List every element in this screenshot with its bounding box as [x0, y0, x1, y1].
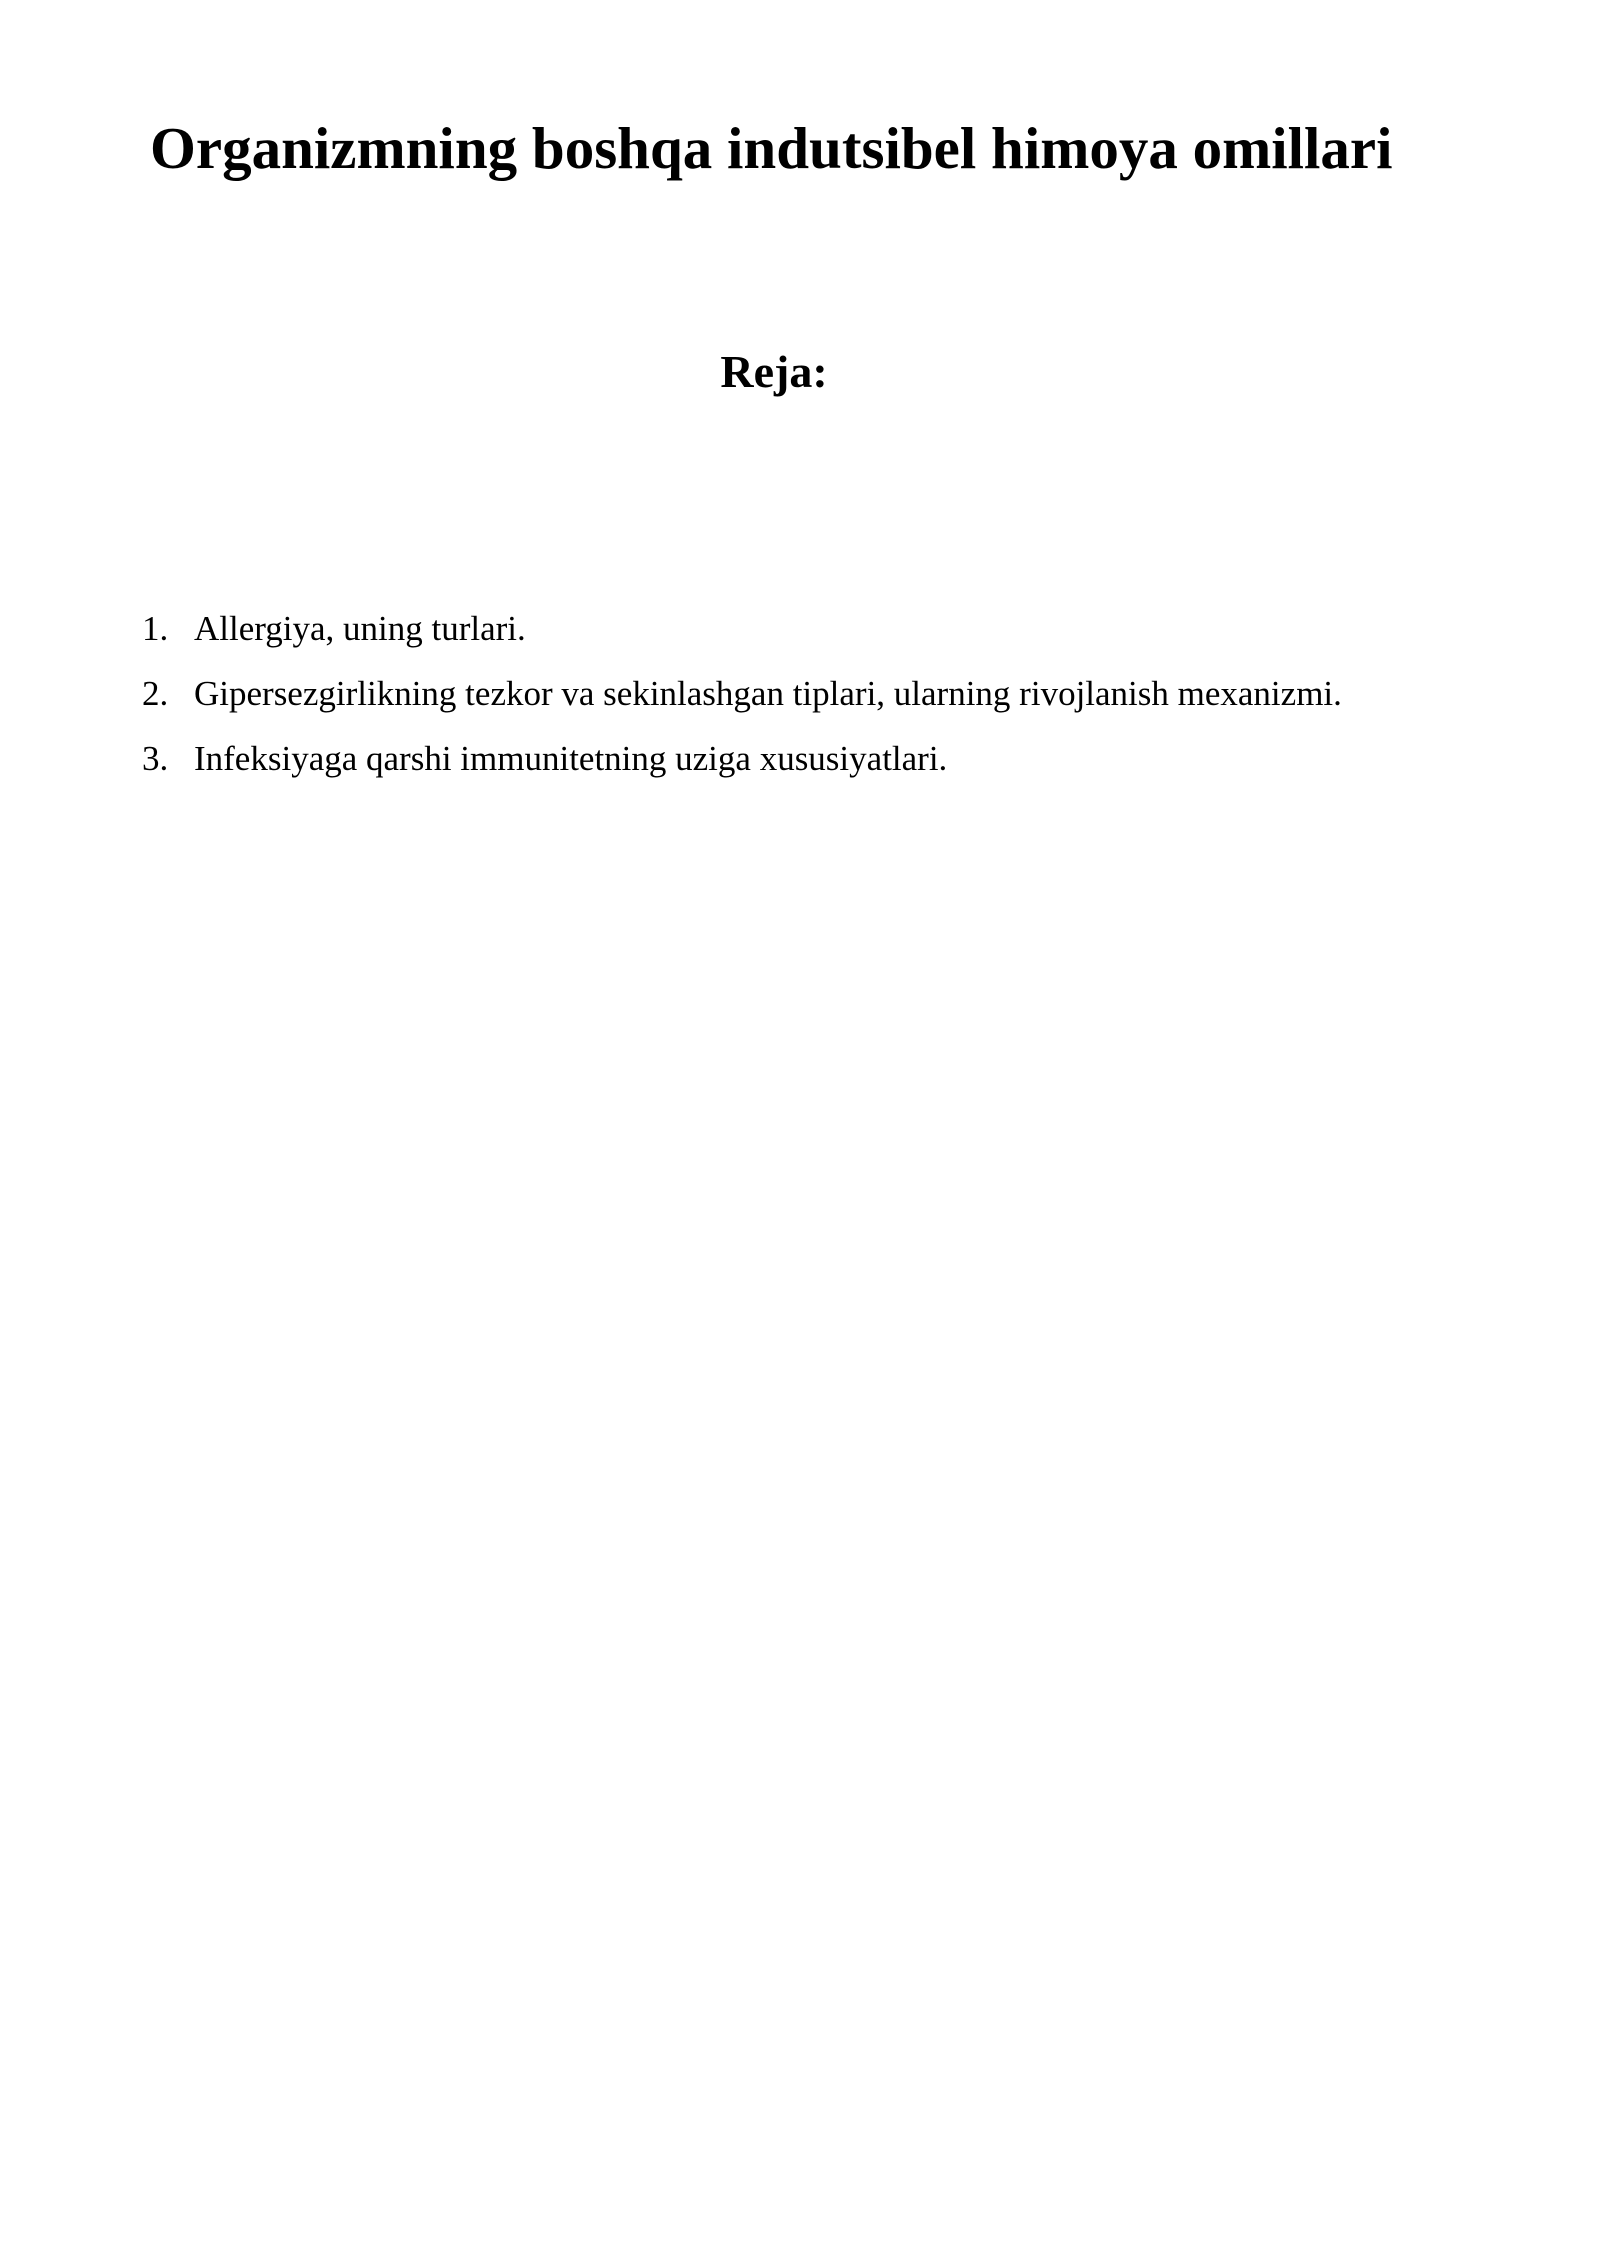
plan-heading: Reja: — [720, 346, 828, 397]
plan-item — [142, 661, 1342, 726]
plan-item-number: 3. — [142, 739, 169, 778]
plan-list — [142, 596, 1342, 791]
document-title: Organizmning boshqa indutsibel himoya omillari — [150, 115, 1393, 181]
plan-item-number: 1. — [142, 609, 169, 648]
plan-item — [142, 596, 1342, 661]
plan-item-number: 2. — [142, 674, 169, 713]
plan-item-text: Gipersezgirlikning tezkor va sekinlashgan tiplari, ularning rivojlanish mexanizmi. — [194, 674, 1342, 713]
plan-item — [142, 726, 1342, 791]
plan-item-text: Infeksiyaga qarshi immunitetning uziga xususiyatlari. — [194, 739, 948, 778]
plan-item-text: Allergiya, uning turlari. — [194, 609, 526, 648]
